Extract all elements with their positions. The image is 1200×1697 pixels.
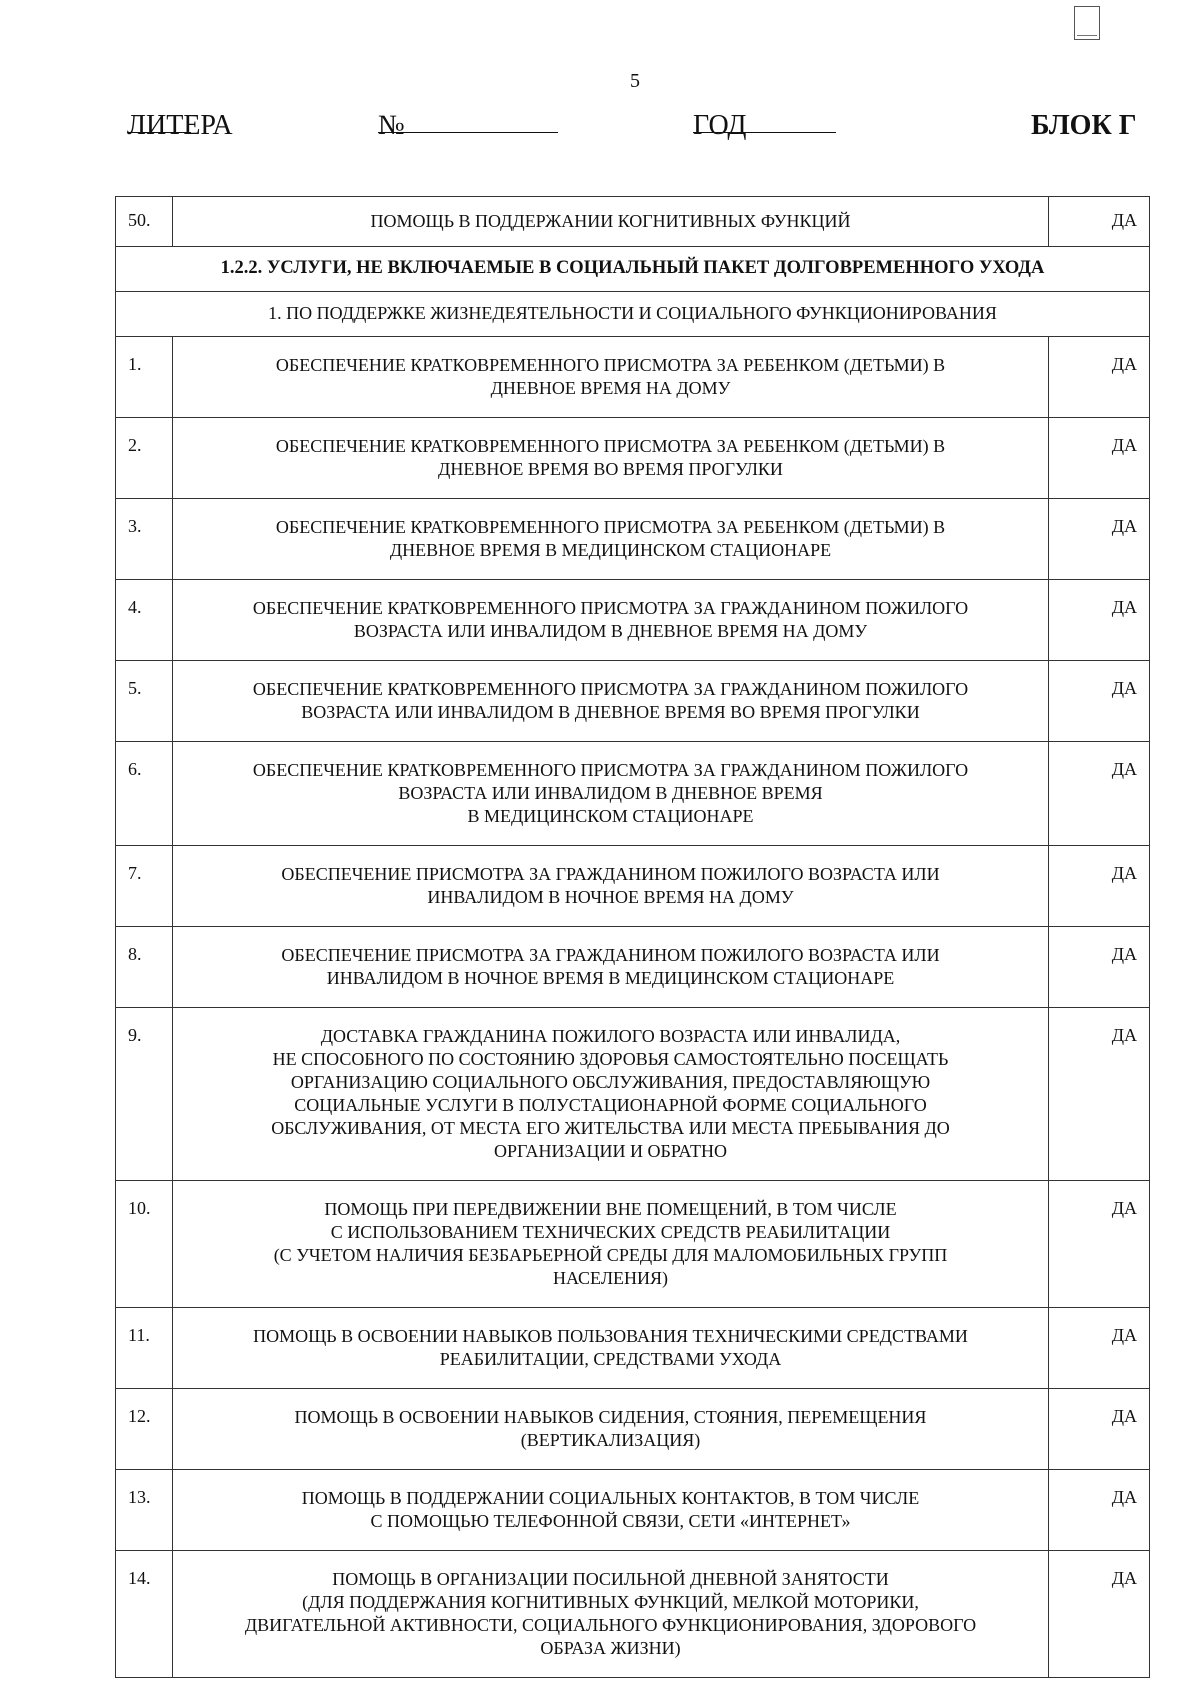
service-name-line: ПОМОЩЬ В ОСВОЕНИИ НАВЫКОВ СИДЕНИЯ, СТОЯНИЯ, ПЕРЕМЕЩЕНИЯ [294, 1407, 927, 1427]
service-name-line: ИНВАЛИДОМ В НОЧНОЕ ВРЕМЯ В МЕДИЦИНСКОМ СТАЦИОНАРЕ [326, 968, 895, 988]
service-name-line: РЕАБИЛИТАЦИИ, СРЕДСТВАМИ УХОДА [439, 1349, 782, 1369]
row-flag: ДА [1049, 1470, 1150, 1551]
litera-blank[interactable] [127, 110, 191, 133]
service-name: ПОМОЩЬ В ПОДДЕРЖАНИИ КОГНИТИВНЫХ ФУНКЦИЙ [173, 197, 1049, 247]
service-name-line: ОРГАНИЗАЦИИ И ОБРАТНО [494, 1141, 727, 1161]
service-name [173, 1470, 1049, 1551]
service-name [173, 742, 1049, 846]
service-name-line: ДНЕВНОЕ ВРЕМЯ НА ДОМУ [490, 378, 731, 398]
service-name [173, 1181, 1049, 1308]
service-name [173, 1389, 1049, 1470]
year-label: ГОД [693, 110, 747, 141]
number-blank[interactable] [378, 110, 558, 133]
row-number: 7. [116, 846, 173, 927]
service-name [173, 661, 1049, 742]
service-name-line: ДНЕВНОЕ ВРЕМЯ В МЕДИЦИНСКОМ СТАЦИОНАРЕ [389, 540, 832, 560]
row-number: 5. [116, 661, 173, 742]
service-name-line: ОБЕСПЕЧЕНИЕ КРАТКОВРЕМЕННОГО ПРИСМОТРА ЗА ГРАЖДАНИНОМ ПОЖИЛОГО [252, 760, 969, 780]
service-name-line: ВОЗРАСТА ИЛИ ИНВАЛИДОМ В ДНЕВНОЕ ВРЕМЯ [398, 783, 823, 803]
service-name-line: ВОЗРАСТА ИЛИ ИНВАЛИДОМ В ДНЕВНОЕ ВРЕМЯ НА ДОМУ [353, 621, 868, 641]
service-name-line: ОБЕСПЕЧЕНИЕ КРАТКОВРЕМЕННОГО ПРИСМОТРА ЗА ГРАЖДАНИНОМ ПОЖИЛОГО [252, 679, 969, 699]
block-label: БЛОК Г [1031, 110, 1137, 141]
table-row [116, 846, 1150, 927]
service-name-line: ПОМОЩЬ В ПОДДЕРЖАНИИ СОЦИАЛЬНЫХ КОНТАКТОВ, В ТОМ ЧИСЛЕ [301, 1488, 920, 1508]
row-number: 14. [116, 1551, 173, 1678]
table-row [116, 1181, 1150, 1308]
subsection-row [116, 292, 1150, 337]
row-flag: ДА [1049, 742, 1150, 846]
page-corner-icon [1074, 6, 1100, 40]
service-name-line: С ИСПОЛЬЗОВАНИЕМ ТЕХНИЧЕСКИХ СРЕДСТВ РЕАБИЛИТАЦИИ [330, 1222, 891, 1242]
table-row [116, 1389, 1150, 1470]
table-row [116, 1008, 1150, 1181]
table-row [116, 1551, 1150, 1678]
table-row [116, 1470, 1150, 1551]
service-name-line: НАСЕЛЕНИЯ) [552, 1268, 669, 1288]
row-number: 9. [116, 1008, 173, 1181]
table-row [116, 1308, 1150, 1389]
row-flag: ДА [1049, 846, 1150, 927]
service-name-line: (С УЧЕТОМ НАЛИЧИЯ БЕЗБАРЬЕРНОЙ СРЕДЫ ДЛЯ МАЛОМОБИЛЬНЫХ ГРУПП [273, 1245, 948, 1265]
service-name-line: ДВИГАТЕЛЬНОЙ АКТИВНОСТИ, СОЦИАЛЬНОГО ФУНКЦИОНИРОВАНИЯ, ЗДОРОВОГО [244, 1615, 977, 1635]
service-name [173, 1551, 1049, 1678]
service-name-line: ПОМОЩЬ В ОСВОЕНИИ НАВЫКОВ ПОЛЬЗОВАНИЯ ТЕХНИЧЕСКИМИ СРЕДСТВАМИ [253, 1326, 968, 1346]
service-name-line: (ДЛЯ ПОДДЕРЖАНИЯ КОГНИТИВНЫХ ФУНКЦИЙ, МЕЛКОЙ МОТОРИКИ, [302, 1592, 919, 1612]
row-number: 13. [116, 1470, 173, 1551]
table-row [116, 927, 1150, 1008]
row-flag: ДА [1049, 1181, 1150, 1308]
row-flag: ДА [1049, 927, 1150, 1008]
service-name-line: ОРГАНИЗАЦИЮ СОЦИАЛЬНОГО ОБСЛУЖИВАНИЯ, ПРЕДОСТАВЛЯЮЩУЮ [290, 1072, 931, 1092]
row-flag: ДА [1049, 1389, 1150, 1470]
service-name-line: С ПОМОЩЬЮ ТЕЛЕФОННОЙ СВЯЗИ, СЕТИ «ИНТЕРНЕТ» [370, 1511, 851, 1531]
table-row [116, 661, 1150, 742]
service-name [173, 1008, 1049, 1181]
service-name [173, 1308, 1049, 1389]
row-flag: ДА [1049, 499, 1150, 580]
table-row [116, 337, 1150, 418]
row-flag: ДА [1049, 418, 1150, 499]
row-number: 12. [116, 1389, 173, 1470]
table-row [116, 418, 1150, 499]
section-row [116, 247, 1150, 292]
service-name-line: ОБЕСПЕЧЕНИЕ ПРИСМОТРА ЗА ГРАЖДАНИНОМ ПОЖИЛОГО ВОЗРАСТА ИЛИ [281, 864, 940, 884]
service-name-line: ОБРАЗА ЖИЗНИ) [540, 1638, 681, 1658]
number-label: № [378, 110, 405, 141]
row-number: 50. [116, 197, 173, 247]
litera-label: ЛИТЕРА [127, 110, 233, 141]
year-blank[interactable] [693, 110, 836, 133]
service-name-line: (ВЕРТИКАЛИЗАЦИЯ) [520, 1430, 701, 1450]
service-name-line: ПОМОЩЬ ПРИ ПЕРЕДВИЖЕНИИ ВНЕ ПОМЕЩЕНИЙ, В ТОМ ЧИСЛЕ [324, 1199, 897, 1219]
row-number: 11. [116, 1308, 173, 1389]
row-number: 4. [116, 580, 173, 661]
service-name-line: СОЦИАЛЬНЫЕ УСЛУГИ В ПОЛУСТАЦИОНАРНОЙ ФОРМЕ СОЦИАЛЬНОГО [294, 1095, 927, 1115]
subsection-title: 1. ПО ПОДДЕРЖКЕ ЖИЗНЕДЕЯТЕЛЬНОСТИ И СОЦИАЛЬНОГО ФУНКЦИОНИРОВАНИЯ [116, 292, 1150, 337]
row-number: 8. [116, 927, 173, 1008]
row-number: 1. [116, 337, 173, 418]
service-name-line: В МЕДИЦИНСКОМ СТАЦИОНАРЕ [467, 806, 754, 826]
service-name-line: ОБЕСПЕЧЕНИЕ КРАТКОВРЕМЕННОГО ПРИСМОТРА ЗА ГРАЖДАНИНОМ ПОЖИЛОГО [252, 598, 969, 618]
row-flag: ДА [1049, 580, 1150, 661]
row-flag: ДА [1049, 1551, 1150, 1678]
service-name-line: ОБЕСПЕЧЕНИЕ ПРИСМОТРА ЗА ГРАЖДАНИНОМ ПОЖИЛОГО ВОЗРАСТА ИЛИ [281, 945, 940, 965]
row-number: 2. [116, 418, 173, 499]
row-flag: ДА [1049, 661, 1150, 742]
service-name-line: ОБЕСПЕЧЕНИЕ КРАТКОВРЕМЕННОГО ПРИСМОТРА ЗА РЕБЕНКОМ (ДЕТЬМИ) В [275, 436, 946, 456]
service-name-line: ДНЕВНОЕ ВРЕМЯ ВО ВРЕМЯ ПРОГУЛКИ [438, 459, 783, 479]
service-name [173, 927, 1049, 1008]
row-number: 6. [116, 742, 173, 846]
row-number: 10. [116, 1181, 173, 1308]
service-name-line: ОБЕСПЕЧЕНИЕ КРАТКОВРЕМЕННОГО ПРИСМОТРА ЗА РЕБЕНКОМ (ДЕТЬМИ) В [275, 517, 946, 537]
services-table [115, 196, 1150, 1678]
table-row [116, 580, 1150, 661]
service-name-line: ИНВАЛИДОМ В НОЧНОЕ ВРЕМЯ НА ДОМУ [427, 887, 794, 907]
service-name-line: НЕ СПОСОБНОГО ПО СОСТОЯНИЮ ЗДОРОВЬЯ САМОСТОЯТЕЛЬНО ПОСЕЩАТЬ [272, 1049, 949, 1069]
service-name-line: ДОСТАВКА ГРАЖДАНИНА ПОЖИЛОГО ВОЗРАСТА ИЛИ ИНВАЛИДА, [320, 1026, 901, 1046]
page-number: 5 [630, 70, 640, 92]
service-name-line: ПОМОЩЬ В ОРГАНИЗАЦИИ ПОСИЛЬНОЙ ДНЕВНОЙ ЗАНЯТОСТИ [332, 1569, 889, 1589]
table-row [116, 742, 1150, 846]
row-number: 3. [116, 499, 173, 580]
table-row [116, 197, 1150, 247]
service-name [173, 499, 1049, 580]
table-row [116, 499, 1150, 580]
service-name [173, 580, 1049, 661]
service-name-line: ВОЗРАСТА ИЛИ ИНВАЛИДОМ В ДНЕВНОЕ ВРЕМЯ ВО ВРЕМЯ ПРОГУЛКИ [301, 702, 920, 722]
service-name [173, 418, 1049, 499]
row-flag: ДА [1049, 197, 1150, 247]
service-name-line: ОБСЛУЖИВАНИЯ, ОТ МЕСТА ЕГО ЖИТЕЛЬСТВА ИЛИ МЕСТА ПРЕБЫВАНИЯ ДО [271, 1118, 950, 1138]
row-flag: ДА [1049, 1308, 1150, 1389]
service-name [173, 337, 1049, 418]
row-flag: ДА [1049, 1008, 1150, 1181]
service-name-line: ОБЕСПЕЧЕНИЕ КРАТКОВРЕМЕННОГО ПРИСМОТРА ЗА РЕБЕНКОМ (ДЕТЬМИ) В [275, 355, 946, 375]
section-title: 1.2.2. УСЛУГИ, НЕ ВКЛЮЧАЕМЫЕ В СОЦИАЛЬНЫЙ ПАКЕТ ДОЛГОВРЕМЕННОГО УХОДА [116, 247, 1150, 292]
row-flag: ДА [1049, 337, 1150, 418]
service-name [173, 846, 1049, 927]
form-header [0, 110, 1200, 146]
services-table-body [116, 197, 1150, 1678]
